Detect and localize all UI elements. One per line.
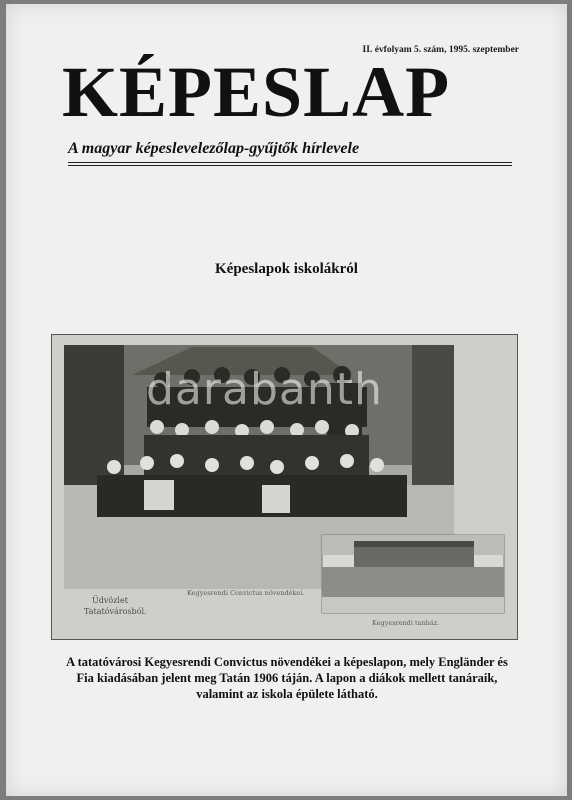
- masthead-subtitle: A magyar képeslevelezőlap-gyűjtők hírlevele: [68, 140, 360, 157]
- group-caption: Kegyesrendi Convictus növendékei.: [187, 589, 305, 597]
- issue-line: II. évfolyam 5. szám, 1995. szeptember: [362, 45, 519, 55]
- newsletter-page: [6, 4, 567, 796]
- masthead-title: KÉPESLAP: [62, 52, 451, 132]
- section-title: Képeslapok iskolákról: [215, 261, 358, 277]
- greeting-line2: Tatatóvárosból.: [84, 607, 147, 616]
- greeting-line1: Üdvözlet: [92, 596, 128, 605]
- header-divider: [68, 162, 512, 163]
- watermark: darabanth: [146, 364, 383, 415]
- building-caption: Kegyesrendi tanház.: [372, 619, 440, 627]
- header-divider-second: [68, 165, 512, 166]
- image-description: A tatatóvárosi Kegyesrendi Convictus növendékei a képeslapon, mely Engländer és Fia kiadásában jelent meg Tatán 1906 táján. A lapon a diákok mellett tanáraik, valamint az iskola épülete látható.: [66, 655, 508, 701]
